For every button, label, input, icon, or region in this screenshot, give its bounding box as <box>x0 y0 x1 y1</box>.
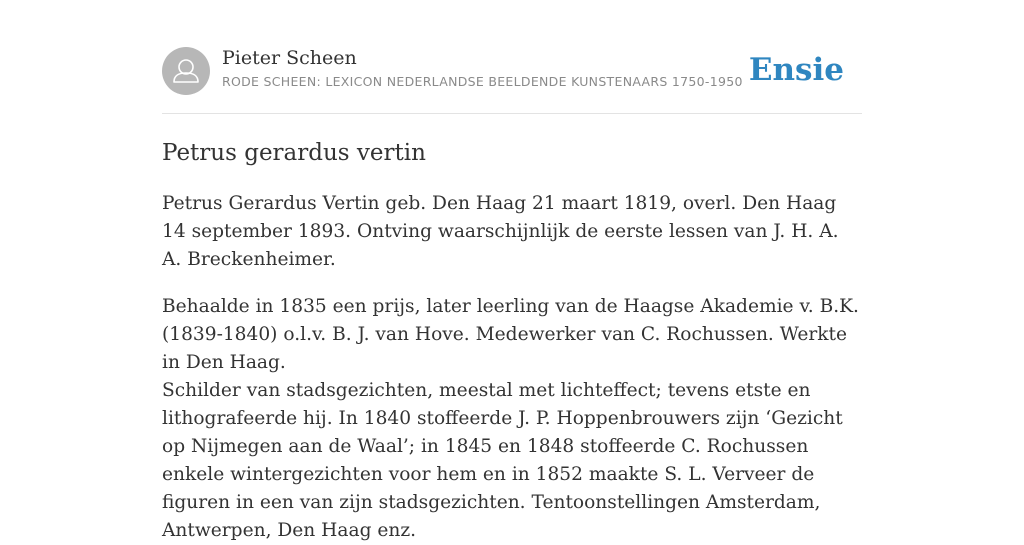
article-paragraph-1: Petrus Gerardus Vertin geb. Den Haag 21 maart 1819, overl. Den Haag 14 september 1893. Ontving waarschijnlijk de eerste lessen van J. H. A. A. Breckenheimer. <box>162 193 839 270</box>
article-paragraph-2: Behaalde in 1835 een prijs, later leerling van de Haagse Akademie v. B.K. (1839-1840) o.l.v. B. J. van Hove. Medewerker van C. Rochussen. Werkte in Den Haag. <box>162 296 859 373</box>
source-name[interactable]: RODE SCHEEN: LEXICON NEDERLANDSE BEELDENDE KUNSTENAARS 1750-1950 <box>222 74 743 89</box>
brand-logo[interactable]: Ensie <box>748 52 844 88</box>
header-divider <box>162 113 862 114</box>
user-icon <box>162 47 210 95</box>
author-avatar[interactable] <box>162 47 210 95</box>
article-paragraph-3: Schilder van stadsgezichten, meestal met lichteffect; tevens etste en lithografeerde hij. In 1840 stoffeerde J. P. Hoppenbrouwers zijn ‘Gezicht op Nijmegen aan de Waal’; in 1845 en 1848 stoffeerde C. Rochussen enkele wintergezichten voor hem en in 1852 maakte S. L. Verveer de figuren in een van zijn stadsgezichten. Tentoonstellingen Amsterdam, Antwerpen, Den Haag enz. <box>162 380 843 541</box>
article-header <box>162 46 862 96</box>
page-title: Petrus gerardus vertin <box>162 140 426 166</box>
article-page <box>162 0 862 541</box>
author-name[interactable]: Pieter Scheen <box>222 47 357 69</box>
